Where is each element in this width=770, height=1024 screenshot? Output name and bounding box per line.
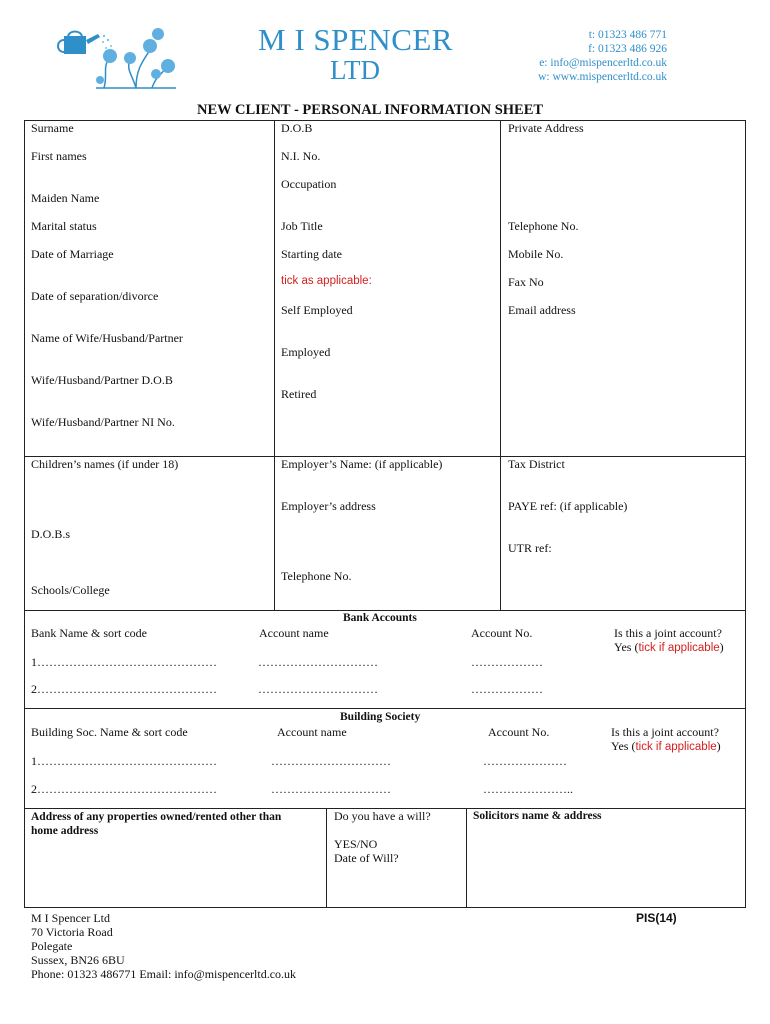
label-surname: Surname bbox=[31, 121, 74, 135]
building-row1-account-no[interactable]: ………………… bbox=[483, 754, 567, 768]
bank-yes-suffix: ) bbox=[719, 640, 724, 654]
label-utr-ref: UTR ref: bbox=[508, 541, 552, 555]
label-partner-dob: Wife/Husband/Partner D.O.B bbox=[31, 373, 173, 387]
label-date-separation: Date of separation/divorce bbox=[31, 289, 159, 303]
building-row1-account-name[interactable]: ………………………… bbox=[271, 754, 391, 768]
properties-label bbox=[31, 810, 281, 838]
date-of-will: Date of Will? bbox=[334, 851, 399, 865]
bank-row1-account-no[interactable]: ……………… bbox=[471, 655, 543, 669]
building-yes-prefix: Yes ( bbox=[611, 739, 636, 753]
label-employer-name: Employer’s Name: (if applicable) bbox=[281, 457, 443, 471]
footer-town: Polegate bbox=[31, 939, 73, 953]
footer-county: Sussex, BN26 6BU bbox=[31, 953, 125, 967]
label-job-title: Job Title bbox=[281, 219, 323, 233]
properties-label-line1: Address of any properties owned/rented other than bbox=[31, 811, 282, 823]
label-marital-status: Marital status bbox=[31, 219, 97, 233]
option-self-employed[interactable]: Self Employed bbox=[281, 303, 353, 317]
label-employer-phone: Telephone No. bbox=[281, 569, 352, 583]
option-employed[interactable]: Employed bbox=[281, 345, 331, 359]
building-tick-note: tick if applicable bbox=[635, 741, 717, 753]
bank-row1-name[interactable]: 1……………………………………… bbox=[31, 655, 217, 669]
bank-row2-account-name[interactable]: ………………………… bbox=[258, 682, 378, 696]
label-starting-date: Starting date bbox=[281, 247, 342, 261]
building-row2-account-no[interactable]: ………………….. bbox=[483, 782, 573, 796]
building-row1-name[interactable]: 1……………………………………… bbox=[31, 754, 217, 768]
label-employer-address: Employer’s address bbox=[281, 499, 376, 513]
label-schools: Schools/College bbox=[31, 583, 110, 597]
building-yes-tick[interactable] bbox=[611, 739, 721, 754]
building-section-title: Building Society bbox=[340, 711, 421, 723]
label-maiden-name: Maiden Name bbox=[31, 191, 100, 205]
label-children-names: Children’s names (if under 18) bbox=[31, 457, 179, 471]
contact-tel: t: 01323 486 771 bbox=[588, 29, 667, 41]
bank-yes-prefix: Yes ( bbox=[614, 640, 639, 654]
will-question: Do you have a will? bbox=[334, 809, 431, 823]
label-email: Email address bbox=[508, 303, 576, 317]
bank-col-joint: Is this a joint account? bbox=[614, 626, 722, 640]
label-telephone: Telephone No. bbox=[508, 219, 579, 233]
bank-section-title: Bank Accounts bbox=[343, 612, 417, 624]
building-col-account-no: Account No. bbox=[488, 725, 550, 739]
building-yes-suffix: ) bbox=[716, 739, 721, 753]
label-fax: Fax No bbox=[508, 275, 544, 289]
bank-row2-account-no[interactable]: ……………… bbox=[471, 682, 543, 696]
bank-tick-note: tick if applicable bbox=[638, 642, 720, 654]
bank-row1-account-name[interactable]: ………………………… bbox=[258, 655, 378, 669]
contact-email[interactable]: e: info@mispencerltd.co.uk bbox=[539, 57, 667, 69]
label-mobile: Mobile No. bbox=[508, 247, 564, 261]
bank-col-account-name: Account name bbox=[259, 626, 329, 640]
form-code: PIS(14) bbox=[636, 911, 677, 925]
tick-note: tick as applicable: bbox=[281, 275, 372, 287]
company-name-line1: M I SPENCER bbox=[258, 22, 453, 57]
will-yes-no[interactable]: YES/NO bbox=[334, 837, 378, 851]
label-occupation: Occupation bbox=[281, 177, 337, 191]
solicitors-label: Solicitors name & address bbox=[473, 810, 602, 822]
building-row2-account-name[interactable]: ………………………… bbox=[271, 782, 391, 796]
company-name-line2: LTD bbox=[330, 55, 381, 85]
contact-web[interactable]: w: www.mispencerltd.co.uk bbox=[538, 71, 667, 83]
contact-fax: f: 01323 486 926 bbox=[588, 43, 667, 55]
footer-phone-email: Phone: 01323 486771 Email: info@mispencerltd.co.uk bbox=[31, 967, 297, 981]
label-dobs: D.O.B.s bbox=[31, 527, 71, 541]
label-partner-name: Name of Wife/Husband/Partner bbox=[31, 331, 183, 345]
building-col-account-name: Account name bbox=[277, 725, 347, 739]
building-col-name: Building Soc. Name & sort code bbox=[31, 725, 188, 739]
building-col-joint: Is this a joint account? bbox=[611, 725, 719, 739]
bank-col-account-no: Account No. bbox=[471, 626, 533, 640]
building-row2-name[interactable]: 2……………………………………… bbox=[31, 782, 217, 796]
footer-address bbox=[31, 911, 296, 981]
label-first-names: First names bbox=[31, 149, 87, 163]
label-ni-no: N.I. No. bbox=[281, 149, 321, 163]
label-paye-ref: PAYE ref: (if applicable) bbox=[508, 499, 628, 513]
label-dob: D.O.B bbox=[281, 121, 313, 135]
option-retired[interactable]: Retired bbox=[281, 387, 317, 401]
bank-row2-name[interactable]: 2……………………………………… bbox=[31, 682, 217, 696]
label-date-of-marriage: Date of Marriage bbox=[31, 247, 114, 261]
properties-label-line2: home address bbox=[31, 825, 99, 837]
footer-street: 70 Victoria Road bbox=[31, 925, 113, 939]
label-tax-district: Tax District bbox=[508, 457, 565, 471]
contact-block bbox=[538, 28, 667, 84]
label-private-address: Private Address bbox=[508, 121, 584, 135]
footer-company: M I Spencer Ltd bbox=[31, 911, 110, 925]
bank-yes-tick[interactable] bbox=[614, 640, 724, 655]
bank-col-name: Bank Name & sort code bbox=[31, 626, 147, 640]
label-partner-ni: Wife/Husband/Partner NI No. bbox=[31, 415, 175, 429]
form-title: NEW CLIENT - PERSONAL INFORMATION SHEET bbox=[197, 102, 544, 118]
watering-can-logo bbox=[56, 22, 196, 94]
